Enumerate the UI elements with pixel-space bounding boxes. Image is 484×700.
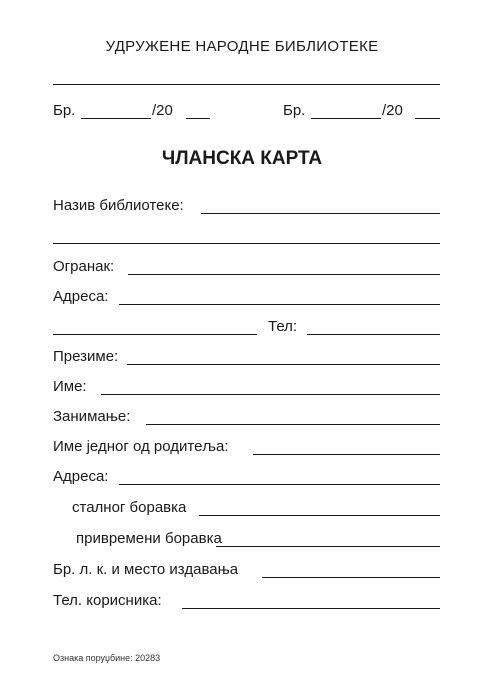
address-field[interactable]	[119, 304, 440, 305]
id-card-field[interactable]	[262, 577, 440, 578]
library-name-label: Назив библиотеке:	[53, 197, 184, 214]
parent-name-field[interactable]	[253, 454, 440, 455]
organization-header: УДРУЖЕНЕ НАРОДНЕ БИБЛИОТЕКЕ	[105, 38, 379, 55]
library-name-field-line2[interactable]	[53, 243, 440, 244]
occupation-field[interactable]	[146, 424, 440, 425]
header-rule	[53, 84, 440, 85]
order-code: Ознака поруџбине: 20283	[53, 653, 161, 663]
temporary-residence-label: привремени боравка	[76, 530, 222, 547]
id-card-label: Бр. л. к. и место издавања	[53, 561, 239, 578]
phone-field[interactable]	[307, 334, 440, 335]
number-left-field[interactable]	[81, 118, 151, 119]
permanent-residence-field[interactable]	[199, 515, 440, 516]
address-label: Адреса:	[53, 288, 109, 305]
residence-address-field[interactable]	[119, 484, 440, 485]
number-right-prefix: Бр.	[283, 102, 306, 119]
number-left-prefix: Бр.	[53, 102, 76, 119]
number-left-year-field[interactable]	[186, 118, 210, 119]
phone-label: Тел:	[268, 318, 298, 335]
name-label: Име:	[53, 378, 87, 395]
number-right-field[interactable]	[311, 118, 381, 119]
branch-field[interactable]	[128, 274, 440, 275]
number-right-year: /20	[382, 102, 403, 119]
name-field[interactable]	[101, 394, 440, 395]
surname-field[interactable]	[127, 364, 440, 365]
occupation-label: Занимање:	[53, 408, 131, 425]
residence-address-label: Адреса:	[53, 468, 109, 485]
card-title: ЧЛАНСКА КАРТА	[161, 148, 323, 169]
surname-label: Презиме:	[53, 348, 119, 365]
address-field-line2[interactable]	[53, 334, 257, 335]
library-name-field[interactable]	[201, 213, 440, 214]
branch-label: Огранак:	[53, 258, 115, 275]
user-phone-field[interactable]	[182, 608, 440, 609]
permanent-residence-label: сталног боравка	[72, 499, 187, 516]
temporary-residence-field[interactable]	[216, 546, 440, 547]
user-phone-label: Тел. корисника:	[53, 592, 162, 609]
number-right-year-field[interactable]	[415, 118, 440, 119]
number-left-year: /20	[152, 102, 173, 119]
parent-name-label: Име једног од родитеља:	[53, 438, 229, 455]
